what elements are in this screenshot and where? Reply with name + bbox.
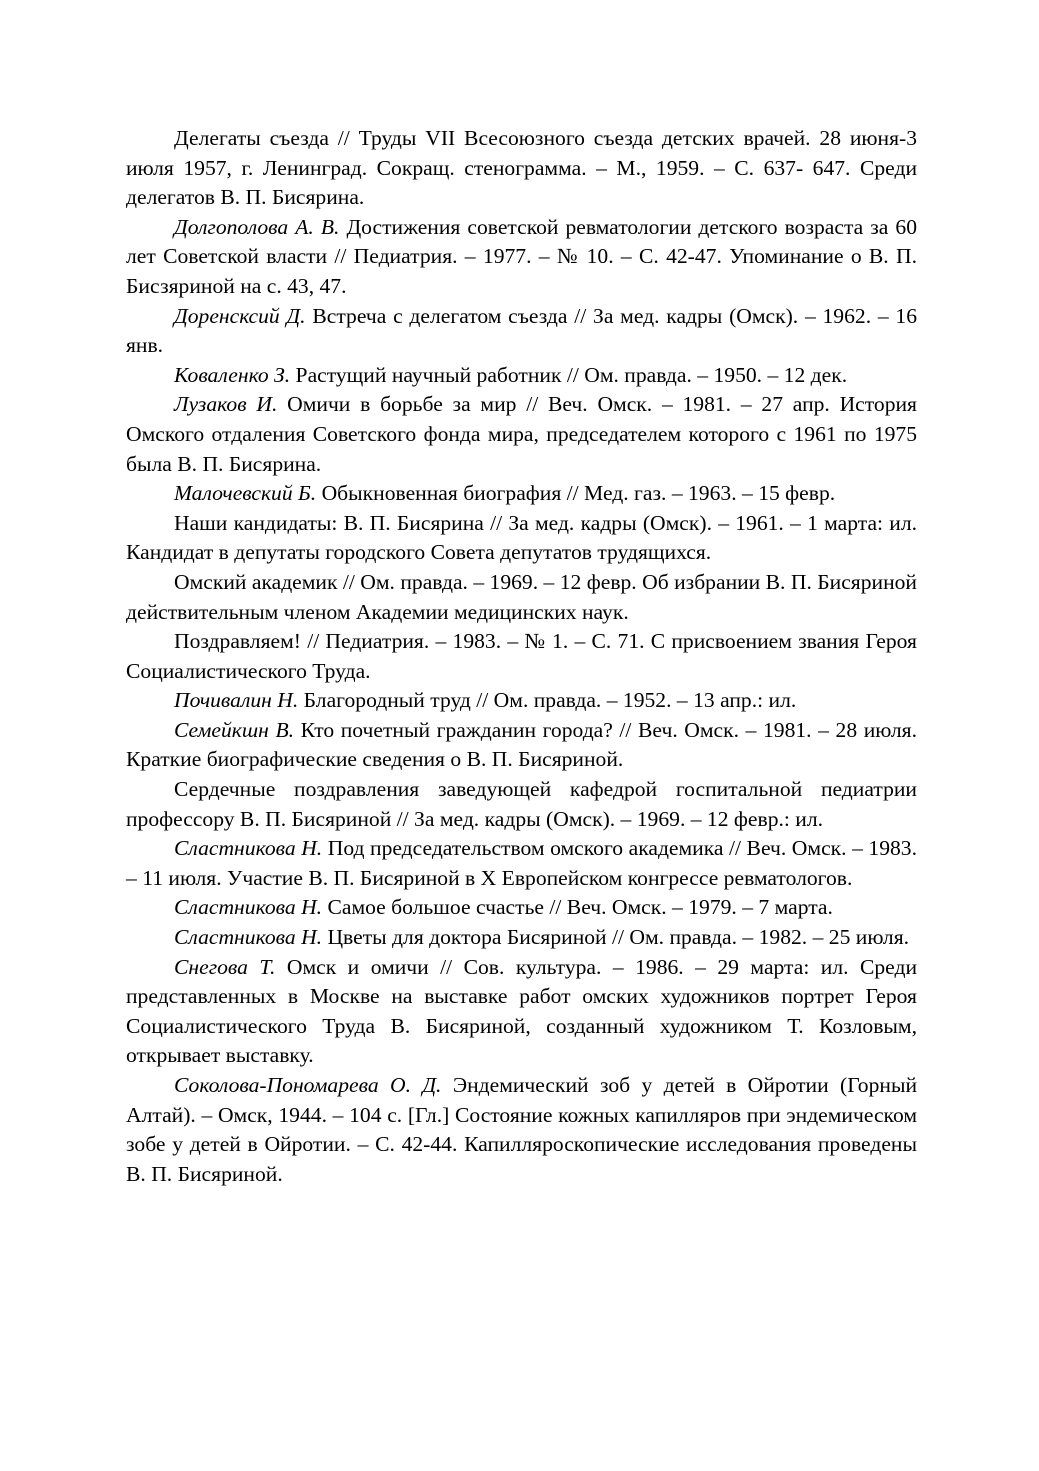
entry-text: Обыкновенная биография // Мед. газ. – 1963. – 15 февр. [316, 481, 836, 506]
bibliography-entry [126, 775, 917, 834]
bibliography-entry [126, 479, 917, 509]
bibliography-entry [126, 361, 917, 391]
entry-text: Кто почетный гражданин города? // Веч. Омск. – 1981. – 28 июля. Краткие биографические сведения о В. П. Бисяриной. [126, 717, 917, 772]
entry-author: Лузаков И. [174, 392, 278, 417]
entry-text: Омичи в борьбе за мир // Веч. Омск. – 1981. – 27 апр. История Омского отдаления Советского фонда мира, председателем которого с 1961 по 1975 была В. П. Бисярина. [126, 392, 917, 476]
entry-author: Снегова Т. [174, 954, 276, 979]
bibliography-entry [126, 1071, 917, 1189]
bibliography-entry [126, 716, 917, 775]
entry-text: Поздравляем! // Педиатрия. – 1983. – № 1. – С. 71. С присвоением звания Героя Социалистического Труда. [126, 629, 917, 683]
bibliography-entry [126, 568, 917, 627]
entry-author: Долгополова А. В. [174, 214, 340, 239]
entry-text: Сердечные поздравления заведующей кафедрой госпитальной педиатрии профессору В. П. Бисяриной // За мед. кадры (Омск). – 1969. – 12 февр.: ил. [126, 777, 917, 831]
bibliography-entry [126, 893, 917, 923]
entry-author: Соколова-Пономарева О. Д. [174, 1073, 442, 1097]
entry-author: Сластникова Н. [174, 895, 323, 920]
entry-author: Семейкшн В. [174, 717, 295, 742]
bibliography-entry [126, 302, 917, 361]
entry-text: Достижения советской ревматологии детского возраста за 60 лет Советской власти // Педиатрия. – 1977. – № 10. – С. 42-47. Упоминание о В. П. Бисзяриной на с. 43, 47. [126, 214, 917, 298]
entry-text: Растущий научный работник // Ом. правда. – 1950. – 12 дек. [290, 362, 848, 387]
entry-author: Почивалин Н. [174, 688, 299, 713]
bibliography-entry [126, 124, 917, 213]
bibliography-entry [126, 213, 917, 302]
bibliography-page [126, 124, 917, 1189]
entry-author: Малочевский Б. [174, 481, 317, 506]
bibliography-entry [126, 686, 917, 716]
entry-author: Коваленко З. [174, 362, 291, 387]
entry-text: Благородный труд // Ом. правда. – 1952. – 13 апр.: ил. [298, 688, 797, 713]
entry-text: Эндемический зоб у детей в Ойротии (Горный Алтай). – Омск, 1944. – 104 с. [Гл.] Состояние кожных капилляров при эндемическом зобе у детей в Ойротии. – С. 42-44. Капилляроскопические исследования проведены В. П. Бисяриной. [126, 1073, 918, 1186]
entry-author: Доренсксий Д. [174, 303, 306, 328]
entry-text: Встреча с делегатом съезда // За мед. кадры (Омск). – 1962. – 16 янв. [126, 303, 917, 358]
bibliography-entry [126, 390, 917, 479]
entry-text: Под председательством омского академика // Веч. Омск. – 1983. – 11 июля. Участие В. П. Бисяриной в X Европейском конгрессе ревматологов. [126, 836, 917, 890]
entry-text: Цветы для доктора Бисяриной // Ом. правда. – 1982. – 25 июля. [322, 925, 910, 950]
entry-text: Самое большое счастье // Веч. Омск. – 1979. – 7 марта. [322, 895, 833, 920]
entry-text: Наши кандидаты: В. П. Бисярина // За мед. кадры (Омск). – 1961. – 1 марта: ил. Кандидат в депутаты городского Совета депутатов трудящихся. [126, 510, 917, 565]
bibliography-entry [126, 923, 917, 953]
entry-text: Омский академик // Ом. правда. – 1969. – 12 февр. Об избрании В. П. Бисяриной действительным членом Академии медицинских наук. [126, 569, 917, 624]
bibliography-entry [126, 953, 917, 1071]
bibliography-entry [126, 834, 917, 893]
entry-author: Сластникова Н. [174, 836, 323, 861]
bibliography-entry [126, 627, 917, 686]
entry-text: Омск и омичи // Сов. культура. – 1986. – 29 марта: ил. Среди представленных в Москве на выставке работ омских художников портрет Героя Социалистического Труда В. Бисяриной, созданный художником Т. Козловым, открывает выставку. [126, 954, 917, 1068]
entry-author: Сластникова Н. [174, 925, 323, 950]
bibliography-entry [126, 509, 917, 568]
entry-text: Делегаты съезда // Труды VII Всесоюзного съезда детских врачей. 28 июня-3 июля 1957, г. Ленинград. Сокращ. стенограмма. – М., 1959. – С. 637- 647. Среди делегатов В. П. Бисярина. [126, 126, 917, 210]
